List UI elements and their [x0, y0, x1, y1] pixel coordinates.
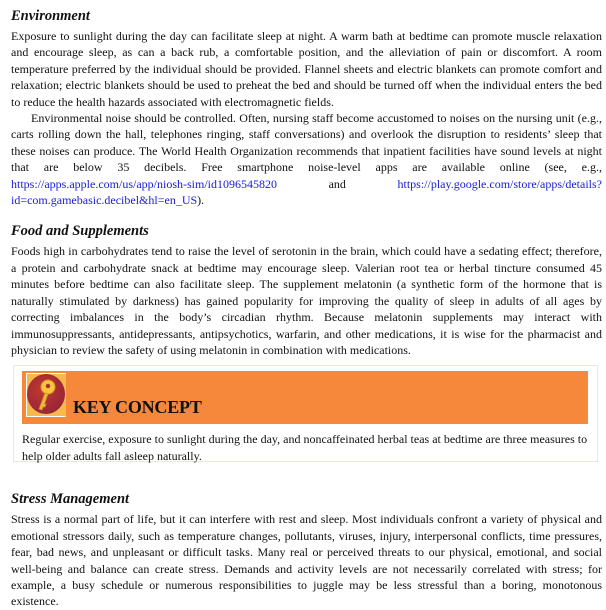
key-concept-banner [22, 371, 588, 424]
stress-paragraph: Stress is a normal part of life, but it can interfere with rest and sleep. Most individuals confront a variety of physical and emotional stressors daily, such as temperature changes, pollutants, viruses, injury, interpersonal conflicts, time pressures, fear, bad news, and unpleasant or difficult tasks. Many real or perceived threats to our physical, emotional, and social well-being and balance can create stress. Demands and activity levels are not necessarily correlated with stress; for example, a busy schedule or numerous responsibilities to juggle may be less stressful than a boring, monotonous existence. [11, 512, 602, 609]
environment-paragraph-2-end: ). [197, 193, 205, 208]
key-concept-title: KEY CONCEPT [73, 397, 202, 418]
section-heading-stress: Stress Management [11, 491, 130, 508]
link-joiner: and [328, 176, 346, 191]
environment-paragraph-2-text: Environmental noise should be controlled. Often, nursing staff become accustomed to noises on the nursing unit (e.g., carts rolling down the hall, telephones ringing, staff conversations) and overlook the disruption to residents’ sleep that these noises can produce. The World Health Organization recommends that inpatient facilities have sound levels at night that are below 35 decibels. Free smartphone noise-level apps are available online (see, e.g., [11, 111, 602, 175]
section-heading-food: Food and Supplements [11, 223, 149, 240]
key-icon [26, 373, 66, 417]
section-heading-environment: Environment [11, 8, 90, 24]
environment-paragraph-2 [11, 110, 602, 208]
key-concept-text: Regular exercise, exposure to sunlight during the day, and noncaffeinated herbal teas at bedtime are three measures to help older adults fall asleep naturally. [22, 432, 588, 463]
environment-paragraph-1: Exposure to sunlight during the day can facilitate sleep at night. A warm bath at bedtime can promote muscle relaxation and encourage sleep, as can a back rub, a comfortable position, and the alleviation of pain or discomfort. A room temperature preferred by the individual should be provided. Flannel sheets and electric blankets can promote comfort and relaxation; electric blankets should be used to preheat the bed and should be turned off when the individual enters the bed to reduce the health hazards associated with electromagnetic fields. [11, 29, 602, 109]
food-paragraph: Foods high in carbohydrates tend to raise the level of serotonin in the brain, which could have a sedating effect; therefore, a protein and carbohydrate snack at bedtime may encourage sleep. Valerian root tea or herbal tincture consumed 45 minutes before bedtime can also facilitate sleep. The supplement melatonin (a synthetic form of the hormone that is naturally stimulated by darkness) has gained popularity for improving the quality of sleep in adults of all ages by correcting imbalances in the body’s circadian rhythm. Because melatonin supplements may interact with immunosuppressants, antidepressants, antipsychotics, warfarin, and other medications, it is wise for the pharmacist and physician to review the safety of using melatonin in combination with medications. [11, 244, 602, 357]
apple-app-link[interactable]: https://apps.apple.com/us/app/niosh-sim/id1096545820 [11, 176, 277, 191]
key-concept-box [13, 365, 598, 462]
google-play-link[interactable]: https://play.google.com/store/apps/details?id=com.gamebasic.decibel&hl=en_US [11, 176, 602, 208]
